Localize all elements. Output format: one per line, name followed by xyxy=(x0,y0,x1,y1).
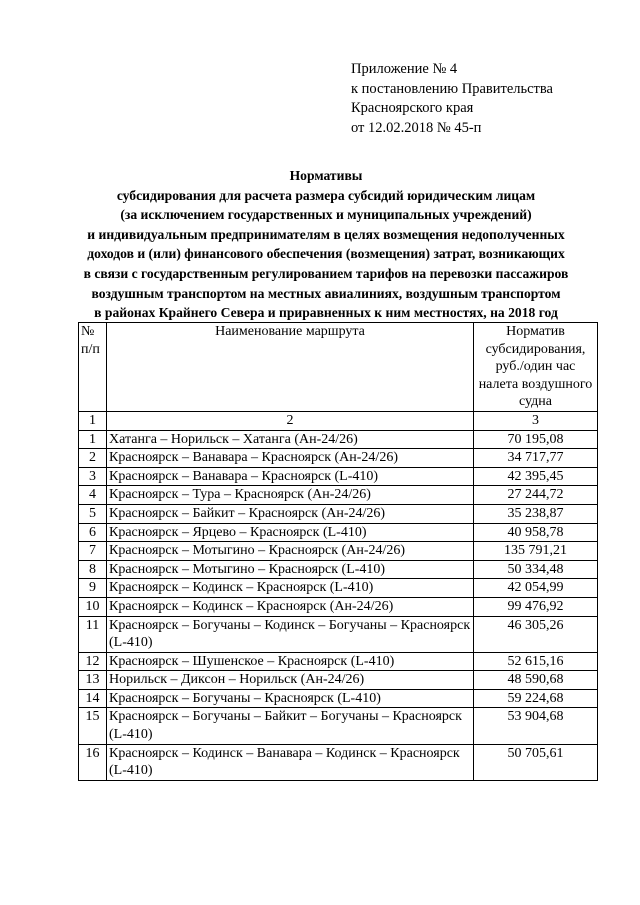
row-value: 53 904,68 xyxy=(474,708,598,744)
appendix-line: от 12.02.2018 № 45-п xyxy=(351,119,482,136)
row-route: Красноярск – Кодинск – Ванавара – Кодинск – Красноярск (L-410) xyxy=(107,744,474,780)
heading-line: и индивидуальным предпринимателям в целях возмещения недополученных xyxy=(87,226,565,242)
heading-line: в районах Крайнего Севера и приравненных к ним местностях, на 2018 год xyxy=(94,305,558,321)
table-row xyxy=(79,579,598,598)
heading-title: Нормативы xyxy=(289,168,363,183)
row-num: 5 xyxy=(79,504,107,523)
table-row xyxy=(79,504,598,523)
row-route: Красноярск – Байкит – Красноярск (Ан-24/26) xyxy=(107,504,474,523)
row-value: 50 705,61 xyxy=(474,744,598,780)
row-num: 14 xyxy=(79,689,107,708)
row-route: Красноярск – Богучаны – Байкит – Богучаны – Красноярск (L-410) xyxy=(107,708,474,744)
table-row xyxy=(79,542,598,561)
row-value: 46 305,26 xyxy=(474,616,598,652)
row-value: 135 791,21 xyxy=(474,542,598,561)
table-header-row xyxy=(79,323,598,412)
row-value: 70 195,08 xyxy=(474,430,598,449)
row-route: Хатанга – Норильск – Хатанга (Ан-24/26) xyxy=(107,430,474,449)
row-route: Красноярск – Богучаны – Красноярск (L-410) xyxy=(107,689,474,708)
table-row xyxy=(79,597,598,616)
row-value: 48 590,68 xyxy=(474,671,598,690)
row-value: 99 476,92 xyxy=(474,597,598,616)
row-num: 13 xyxy=(79,671,107,690)
row-num: 2 xyxy=(79,449,107,468)
table-row xyxy=(79,652,598,671)
table-row xyxy=(79,449,598,468)
heading-line: в связи с государственным регулированием тарифов на перевозки пассажиров xyxy=(83,265,569,281)
heading-line: воздушным транспортом на местных авиалиниях, воздушным транспортом xyxy=(91,285,561,301)
column-index: 1 xyxy=(79,411,107,430)
document-heading xyxy=(60,166,592,323)
header-route: Наименование маршрута xyxy=(107,323,474,412)
row-num: 7 xyxy=(79,542,107,561)
table-row xyxy=(79,560,598,579)
column-index: 2 xyxy=(107,411,474,430)
appendix-block xyxy=(351,60,553,138)
row-num: 10 xyxy=(79,597,107,616)
table-row xyxy=(79,430,598,449)
heading-line: субсидирования для расчета размера субсидий юридическим лицам xyxy=(116,187,536,203)
heading-line: (за исключением государственных и муниципальных учреждений) xyxy=(120,207,532,223)
row-num: 16 xyxy=(79,744,107,780)
appendix-line: Красноярского края xyxy=(351,100,474,116)
table-row xyxy=(79,616,598,652)
table-row xyxy=(79,744,598,780)
row-value: 35 238,87 xyxy=(474,504,598,523)
row-num: 4 xyxy=(79,486,107,505)
row-value: 59 224,68 xyxy=(474,689,598,708)
row-num: 11 xyxy=(79,616,107,652)
appendix-line: к постановлению Правительства xyxy=(351,80,553,97)
row-num: 8 xyxy=(79,560,107,579)
row-route: Красноярск – Мотыгино – Красноярск (L-410) xyxy=(107,560,474,579)
header-num: № п/п xyxy=(79,323,107,412)
row-value: 27 244,72 xyxy=(474,486,598,505)
row-num: 9 xyxy=(79,579,107,598)
row-route: Красноярск – Мотыгино – Красноярск (Ан-24/26) xyxy=(107,542,474,561)
column-index: 3 xyxy=(474,411,598,430)
table-row xyxy=(79,689,598,708)
row-route: Красноярск – Ярцево – Красноярск (L-410) xyxy=(107,523,474,542)
row-route: Норильск – Диксон – Норильск (Ан-24/26) xyxy=(107,671,474,690)
row-num: 6 xyxy=(79,523,107,542)
column-index-row xyxy=(79,411,598,430)
row-route: Красноярск – Кодинск – Красноярск (Ан-24/26) xyxy=(107,597,474,616)
row-value: 42 395,45 xyxy=(474,467,598,486)
row-num: 15 xyxy=(79,708,107,744)
row-route: Красноярск – Богучаны – Кодинск – Богучаны – Красноярск (L-410) xyxy=(107,616,474,652)
row-route: Красноярск – Шушенское – Красноярск (L-410) xyxy=(107,652,474,671)
row-value: 34 717,77 xyxy=(474,449,598,468)
row-value: 42 054,99 xyxy=(474,579,598,598)
row-value: 40 958,78 xyxy=(474,523,598,542)
table-row xyxy=(79,523,598,542)
appendix-line: Приложение № 4 xyxy=(351,61,458,77)
table-row xyxy=(79,467,598,486)
row-route: Красноярск – Тура – Красноярск (Ан-24/26) xyxy=(107,486,474,505)
row-num: 1 xyxy=(79,430,107,449)
norms-table xyxy=(78,322,598,781)
table-row xyxy=(79,671,598,690)
heading-line: доходов и (или) финансового обеспечения (возмещения) затрат, возникающих xyxy=(87,246,565,262)
row-value: 52 615,16 xyxy=(474,652,598,671)
row-route: Красноярск – Ванавара – Красноярск (Ан-24/26) xyxy=(107,449,474,468)
row-route: Красноярск – Кодинск – Красноярск (L-410) xyxy=(107,579,474,598)
row-route: Красноярск – Ванавара – Красноярск (L-410) xyxy=(107,467,474,486)
row-value: 50 334,48 xyxy=(474,560,598,579)
row-num: 3 xyxy=(79,467,107,486)
table-row xyxy=(79,708,598,744)
header-value: Норматив субсидирования, руб./один час налета воздушного судна xyxy=(474,323,598,412)
table-row xyxy=(79,486,598,505)
row-num: 12 xyxy=(79,652,107,671)
